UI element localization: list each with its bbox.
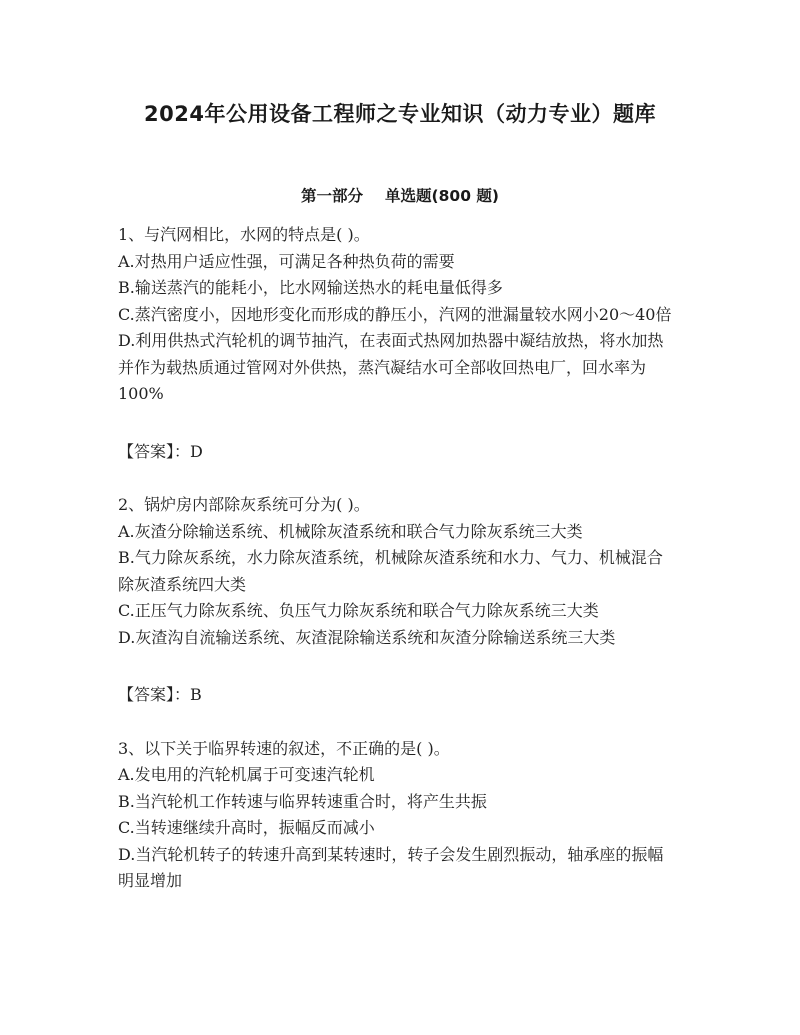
option-c: C.当转速继续升高时，振幅反而减小 — [118, 818, 375, 837]
option-a: A.灰渣分除输送系统、机械除灰渣系统和联合气力除灰系统三大类 — [118, 521, 583, 541]
question-list — [118, 222, 678, 895]
answer-label: 【答案】： — [118, 685, 191, 704]
question-item — [118, 222, 678, 465]
option-d: D.利用供热式汽轮机的调节抽汽，在表面式热网加热器中凝结放热，将水加热并作为载热质通过管网对外供热，蒸汽凝结水可全部收回热电厂，回水率为100% — [118, 331, 664, 403]
answer-line — [118, 439, 678, 466]
option-b: B.当汽轮机工作转速与临界转速重合时，将产生共振 — [118, 791, 487, 811]
option-b: B.气力除灰系统，水力除灰渣系统，机械除灰渣系统和水力、气力、机械混合除灰渣系统四大类 — [118, 548, 663, 594]
question-stem: 3、以下关于临界转速的叙述，不正确的是( )。 — [118, 738, 450, 758]
option-d: D.当汽轮机转子的转速升高到某转速时，转子会发生剧烈振动，轴承座的振幅明显增加 — [118, 844, 664, 890]
document-title: 2024年公用设备工程师之专业知识（动力专业）题库 — [144, 102, 656, 126]
option-a: A.发电用的汽轮机属于可变速汽轮机 — [118, 765, 375, 784]
answer-line — [118, 682, 678, 709]
option-b: B.输送蒸汽的能耗小，比水网输送热水的耗电量低得多 — [118, 278, 503, 297]
answer-value: D — [190, 441, 203, 461]
section-name: 单选题(800 题) — [385, 187, 499, 205]
option-a: A.对热用户适应性强，可满足各种热负荷的需要 — [118, 251, 455, 271]
question-item — [118, 736, 678, 895]
section-heading — [0, 184, 800, 206]
answer-label: 【答案】： — [118, 441, 191, 461]
option-c: C.蒸汽密度小，因地形变化而形成的静压小，汽网的泄漏量较水网小20～40倍 — [118, 304, 672, 324]
option-c: C.正压气力除灰系统、负压气力除灰系统和联合气力除灰系统三大类 — [118, 601, 599, 620]
question-item — [118, 492, 678, 709]
section-part: 第一部分 — [301, 187, 364, 205]
option-d: D.灰渣沟自流输送系统、灰渣混除输送系统和灰渣分除输送系统三大类 — [118, 627, 616, 647]
question-stem: 2、锅炉房内部除灰系统可分为( )。 — [118, 495, 370, 514]
answer-value: B — [190, 685, 202, 704]
question-stem: 1、与汽网相比，水网的特点是( )。 — [118, 225, 370, 244]
